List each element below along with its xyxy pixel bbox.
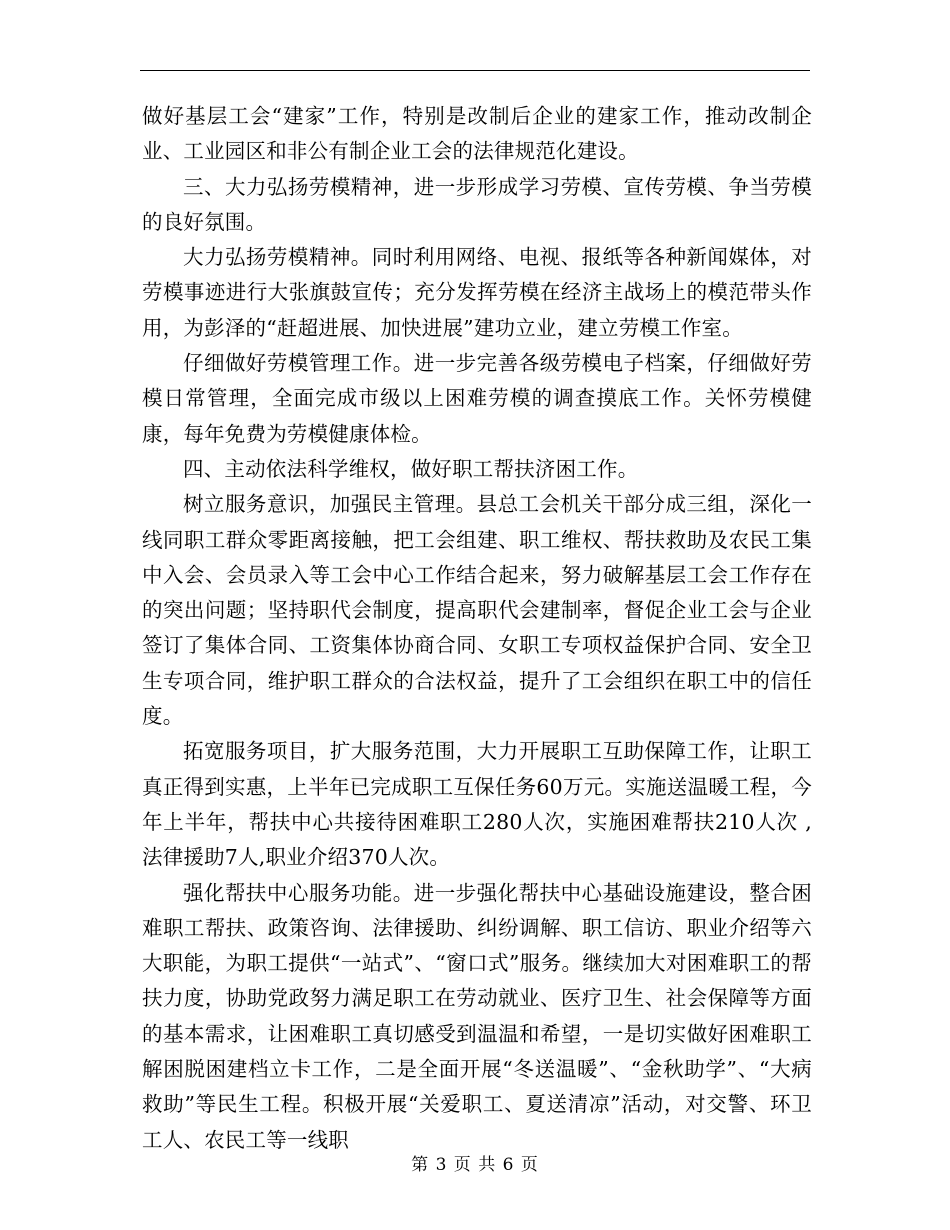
page-number: 第 3 页 共 6 页 bbox=[411, 1155, 539, 1175]
paragraph-assistance-center: 强化帮扶中心服务功能。进一步强化帮扶中心基础设施建设，整合困难职工帮扶、政策咨询、法律援助、纠纷调解、职工信访、职业介绍等六大职能，为职工提供“一站式”、“窗口式”服务。继续加大对困难职工的帮扶力度，协助党政努力满足职工在劳动就业、医疗卫生、社会保障等方面的基本需求，让困难职工真切感受到温温和希望，一是切实做好困难职工解困脱困建档立卡工作，二是全面开展“冬送温暖”、“金秋助学”、“大病救助”等民生工程。积极开展“关爱职工、夏送清凉”活动，对交警、环卫工人、农民工等一线职 bbox=[142, 880, 812, 1152]
section-heading-three: 三、大力弘扬劳模精神，进一步形成学习劳模、宣传劳模、争当劳模的良好氛围。 bbox=[142, 174, 812, 234]
section-heading-four: 四、主动依法科学维权，做好职工帮扶济困工作。 bbox=[183, 456, 639, 481]
paragraph-continued: 做好基层工会“建家”工作，特别是改制后企业的建家工作，推动改制企业、工业园区和非公有制企业工会的法律规范化建设。 bbox=[142, 104, 812, 164]
paragraph-service-projects: 拓宽服务项目，扩大服务范围，大力开展职工互助保障工作，让职工真正得到实惠，上半年已完成职工互保任务60万元。实施送温暖工程，今年上半年，帮扶中心共接待困难职工280人次，实施困难帮扶210人次 ,法律援助7人,职业介绍370人次。 bbox=[142, 739, 812, 870]
header-rule bbox=[140, 70, 810, 71]
paragraph-model-worker-management: 仔细做好劳模管理工作。进一步完善各级劳模电子档案，仔细做好劳模日常管理，全面完成市级以上困难劳模的调查摸底工作。关怀劳模健康，每年免费为劳模健康体检。 bbox=[142, 351, 812, 446]
paragraph-promote-model-workers: 大力弘扬劳模精神。同时利用网络、电视、报纸等各种新闻媒体，对劳模事迹进行大张旗鼓宣传；充分发挥劳模在经济主战场上的模范带头作用，为彭泽的“赶超进展、加快进展”建功立业，建立劳模工作室。 bbox=[142, 245, 812, 340]
paragraph-service-awareness: 树立服务意识，加强民主管理。县总工会机关干部分成三组，深化一线同职工群众零距离接触，把工会组建、职工维权、帮扶救助及农民工集中入会、会员录入等工会中心工作结合起来，努力破解基层工会工作存在的突出问题；坚持职代会制度，提高职代会建制率，督促企业工会与企业签订了集体合同、工资集体协商合同、女职工专项权益保护合同、安全卫生专项合同，维护职工群众的合法权益，提升了工会组织在职工中的信任度。 bbox=[142, 492, 812, 729]
document-body bbox=[142, 99, 812, 1158]
